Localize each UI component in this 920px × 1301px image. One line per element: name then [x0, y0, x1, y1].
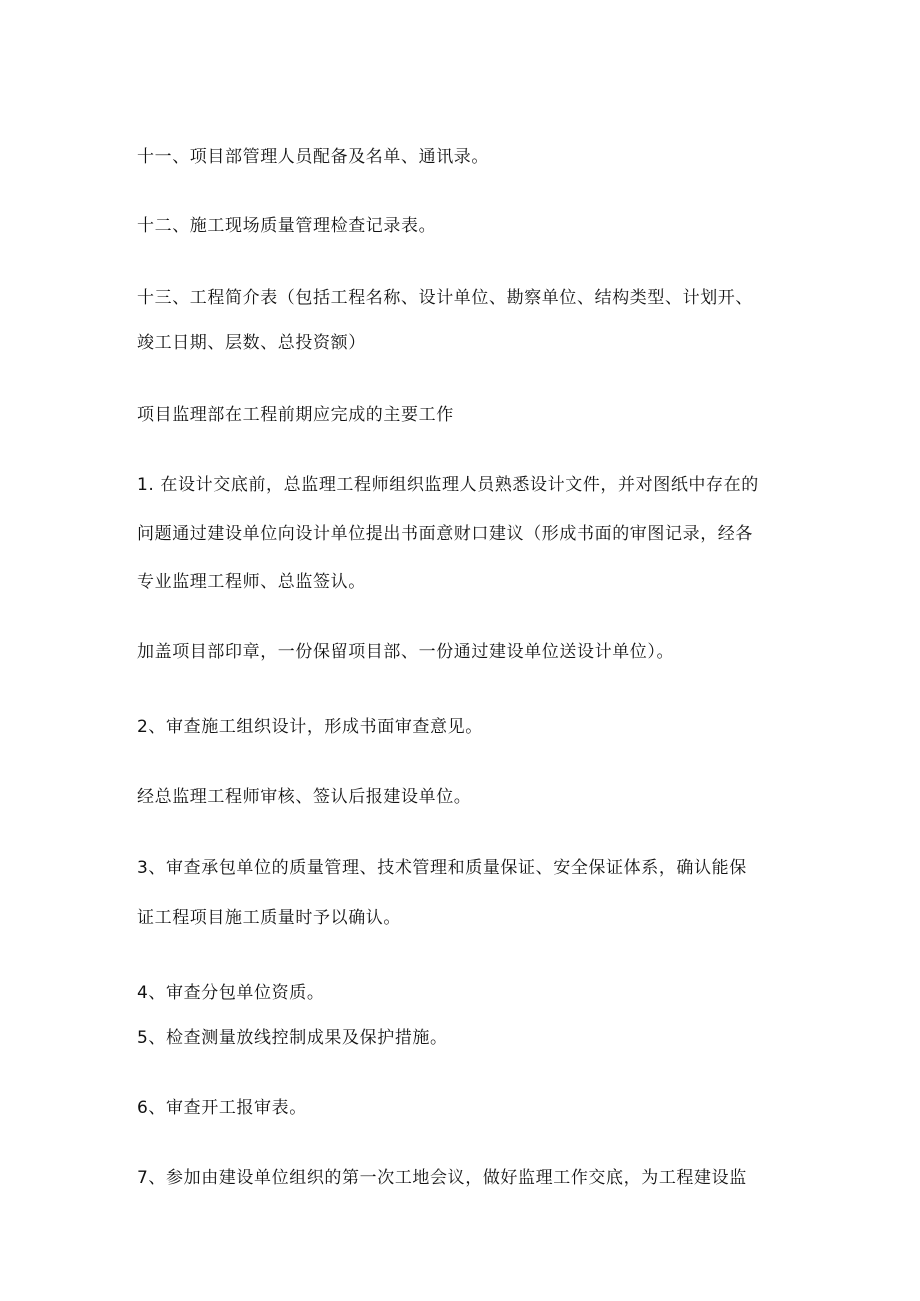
step-3-line-1: 3、审查承包单位的质量管理、技术管理和质量保证、安全保证体系，确认能保: [137, 858, 747, 878]
item-12-line: 十二、施工现场质量管理检查记录表。: [137, 216, 437, 236]
step-6-line: 6、审查开工报审表。: [137, 1098, 307, 1118]
step-3-line-2: 证工程项目施工质量时予以确认。: [137, 908, 401, 928]
step-2-line-1: 2、审查施工组织设计，形成书面审查意见。: [137, 717, 483, 737]
step-4-line: 4、审查分包单位资质。: [137, 983, 325, 1003]
item-13-line-2: 竣工日期、层数、总投资额）: [137, 333, 366, 353]
step-1-line-1: 1. 在设计交底前，总监理工程师组织监理人员熟悉设计文件，并对图纸中存在的: [137, 475, 759, 495]
step-1-line-3: 专业监理工程师、总监签认。: [137, 572, 366, 592]
step-2-line-2: 经总监理工程师审核、签认后报建设单位。: [137, 787, 472, 807]
item-13-line-1: 十三、工程简介表（包括工程名称、设计单位、勘察单位、结构类型、计划开、: [137, 288, 753, 308]
step-1-line-2: 问题通过建设单位向设计单位提出书面意财口建议（形成书面的审图记录，经各: [137, 524, 753, 544]
step-5-line: 5、检查测量放线控制成果及保护措施。: [137, 1028, 448, 1048]
item-11-line: 十一、项目部管理人员配备及名单、通讯录。: [137, 147, 489, 167]
step-1-line-4: 加盖项目部印章，一份保留项目部、一份通过建设单位送设计单位）。: [137, 642, 675, 662]
step-7-line-1: 7、参加由建设单位组织的第一次工地会议，做好监理工作交底，为工程建设监: [137, 1168, 747, 1188]
section-heading: 项目监理部在工程前期应完成的主要工作: [137, 405, 454, 425]
